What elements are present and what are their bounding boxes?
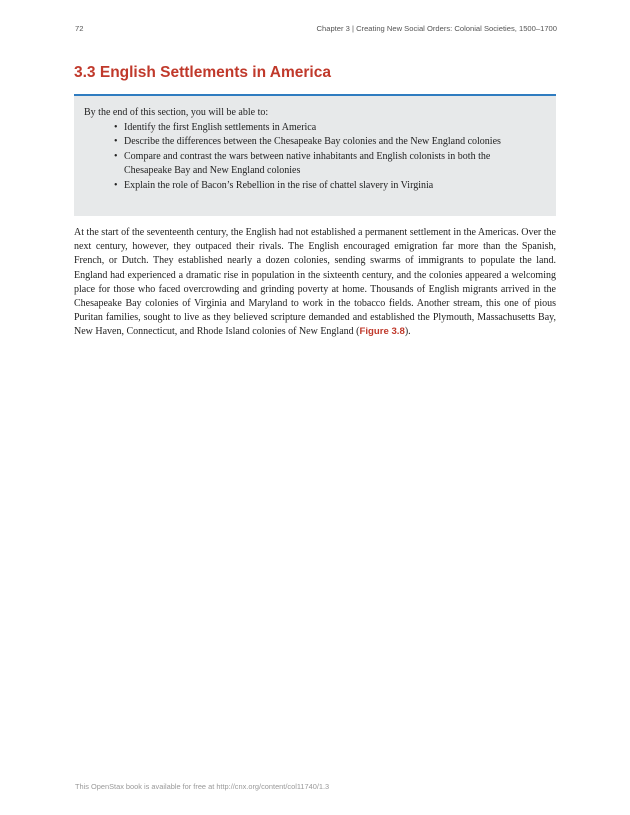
paragraph-end: ). (404, 326, 411, 338)
section-title: 3.3 English Settlements in America (74, 64, 331, 81)
bullet-icon: • (114, 136, 118, 147)
bullet-icon: • (114, 179, 118, 191)
objective-item (114, 121, 504, 136)
objective-text: Describe the differences between the Chesapeake Bay colonies and the New England colonies (124, 136, 501, 147)
objectives-intro: By the end of this section, you will be able to: (84, 107, 269, 118)
page-header (75, 24, 557, 38)
objectives-list (84, 121, 546, 194)
objective-item (114, 150, 504, 179)
learning-objectives-box (74, 94, 556, 216)
objective-item (114, 135, 504, 150)
figure-link[interactable]: Figure 3.8 (359, 326, 405, 338)
objective-text: Identify the first English settlements in America (124, 121, 317, 133)
page-number: 72 (75, 24, 84, 33)
objective-text: Explain the role of Bacon’s Rebellion in the rise of chattel slavery in Virginia (124, 179, 434, 191)
paragraph-text: At the start of the seventeenth century, the English had not established a permanent settlement in the Americas. Over the next century, however, they outpaced their rivals. The English encouraged emigration far more than the Spanish, French, or Dutch. They established nearly a dozen colonies, sending swarms of immigrants to populate the land. England had experienced a dramatic rise in population in the sixteenth century, and the colonies appeared a welcoming place for those who faced overcrowding and grinding poverty at home. Thousands of English migrants arrived in the Chesapeake Bay colonies of Virginia and Maryland to work in the tobacco fields. Another stream, this one of pious Puritan families, sought to live as they believed scripture demanded and established the Plymouth, Massachusetts Bay, New Haven, Connecticut, and Rhode Island colonies of New England ( (74, 227, 556, 338)
objective-text: Compare and contrast the wars between native inhabitants and English colonists in both the Chesapeake Bay and New England colonies (124, 150, 491, 176)
bullet-icon: • (114, 150, 118, 162)
page-footer: This OpenStax book is available for free at http://cnx.org/content/col11740/1.3 (75, 782, 330, 791)
objective-item (114, 179, 504, 194)
running-head: Chapter 3 | Creating New Social Orders: Colonial Societies, 1500–1700 (316, 24, 557, 33)
body-paragraph (74, 226, 556, 340)
bullet-icon: • (114, 121, 118, 133)
